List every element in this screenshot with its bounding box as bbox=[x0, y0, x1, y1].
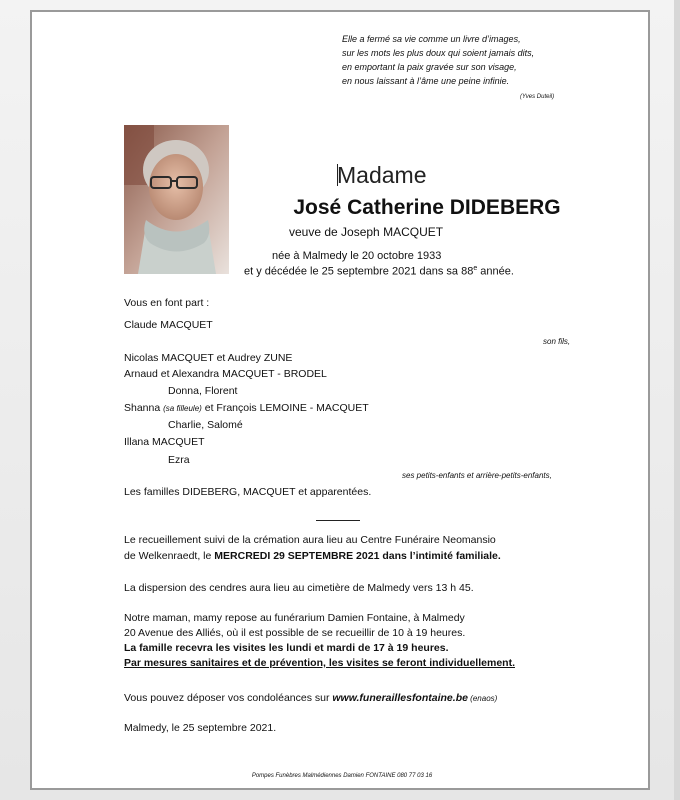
death-line bbox=[244, 265, 514, 278]
poem bbox=[342, 32, 612, 88]
ceremony-date: MERCREDI 29 SEPTEMBRE 2021 dans l’intimité familiale. bbox=[214, 550, 501, 562]
family-intro: Vous en font part : bbox=[124, 297, 210, 309]
death-line-end: année. bbox=[477, 265, 514, 278]
deceased-name: José Catherine DIDEBERG bbox=[293, 196, 561, 219]
family-line-5: Charlie, Salomé bbox=[168, 419, 243, 431]
title-madame: Madame bbox=[337, 162, 427, 188]
rest-line-4: Par mesures sanitaires et de prévention, les visites se feront individuellement. bbox=[124, 657, 515, 669]
birth-line: née à Malmedy le 20 octobre 1933 bbox=[272, 250, 442, 262]
family-line-6: Illana MACQUET bbox=[124, 436, 205, 448]
condolences-url[interactable]: www.funeraillesfontaine.be bbox=[332, 692, 468, 704]
ashes-line: La dispersion des cendres aura lieu au cimetière de Malmedy vers 13 h 45. bbox=[124, 582, 474, 594]
rest-line-3-a: La famille recevra les visites bbox=[124, 642, 269, 654]
grandchildren-role: ses petits-enfants et arrière-petits-enfants, bbox=[402, 471, 552, 480]
separator-line bbox=[316, 520, 360, 521]
poem-author: (Yves Duteil) bbox=[520, 94, 555, 100]
family-line-7: Ezra bbox=[168, 454, 190, 466]
condolences-line bbox=[124, 692, 497, 704]
family-line-3: Donna, Florent bbox=[168, 385, 238, 397]
family-line-4-a: Shanna bbox=[124, 402, 164, 414]
ordinal-sup: e bbox=[473, 265, 478, 272]
condolences-note: (enaos) bbox=[467, 694, 498, 703]
family-line-4-b: et François LEMOINE - MACQUET bbox=[201, 402, 369, 414]
family-line-4-note: (sa filleule) bbox=[163, 404, 202, 413]
poem-line: Elle a fermé sa vie comme un livre d’images, bbox=[342, 34, 521, 44]
rest-line-2: 20 Avenue des Alliés, où il est possible de se recueillir de 10 à 19 heures. bbox=[124, 627, 466, 639]
families-line: Les familles DIDEBERG, MACQUET et apparentées. bbox=[124, 486, 372, 498]
death-line-text: et y décédée le 25 septembre 2021 dans sa 88 bbox=[244, 265, 474, 278]
rest-line-1: Notre maman, mamy repose au funérarium Damien Fontaine, à Malmedy bbox=[124, 612, 465, 624]
obituary-page bbox=[30, 10, 650, 790]
ceremony-line-2-a: de Welkenraedt, le bbox=[124, 550, 215, 562]
son-role: son fils, bbox=[543, 337, 571, 346]
family-line-4 bbox=[124, 402, 369, 414]
widow-of-line: veuve de Joseph MACQUET bbox=[289, 225, 444, 239]
viewer-scrollbar[interactable] bbox=[674, 0, 680, 800]
funeral-home-footer: Pompes Funèbres Malmédiennes Damien FONTAINE 080 77 03 16 bbox=[251, 773, 433, 779]
poem-line: en emportant la paix gravée sur son visage, bbox=[342, 62, 517, 72]
ceremony-line-1: Le recueillement suivi de la crémation aura lieu au Centre Funéraire Neomansio bbox=[124, 534, 496, 546]
rest-line-3 bbox=[124, 642, 449, 654]
family-line-1: Nicolas MACQUET et Audrey ZUNE bbox=[124, 352, 293, 364]
date-line: Malmedy, le 25 septembre 2021. bbox=[124, 722, 277, 734]
family-line-2: Arnaud et Alexandra MACQUET - BRODEL bbox=[124, 368, 327, 380]
condolences-text: Vous pouvez déposer vos condoléances sur bbox=[124, 692, 333, 704]
son-name: Claude MACQUET bbox=[124, 319, 213, 331]
poem-line: en nous laissant à l’âme une peine infinie. bbox=[342, 76, 510, 86]
visit-hours: les lundi et mardi de 17 à 19 heures. bbox=[268, 642, 449, 654]
poem-line: sur les mots les plus doux qui soient jamais dits, bbox=[342, 48, 535, 58]
ceremony-line-2 bbox=[124, 550, 501, 562]
